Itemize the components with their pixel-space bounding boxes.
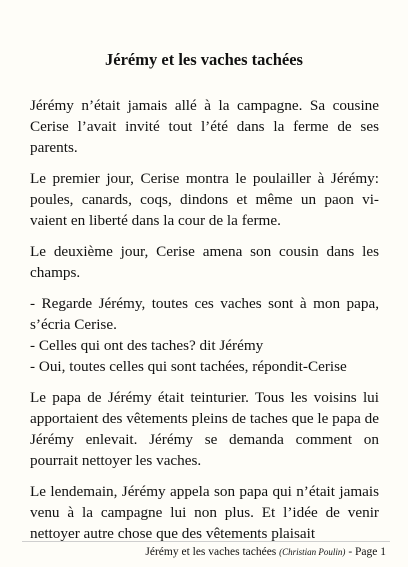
story-title: Jérémy et les vaches tachées xyxy=(105,50,303,69)
paragraph: Le lendemain, Jérémy appela son papa qui n’était jamais venu à la campagne lui non plus. Et l’idée de venir nettoyer autre chose que des vêtements plaisait xyxy=(30,483,379,542)
dialogue-block xyxy=(30,293,379,377)
paragraph: Le deuxième jour, Cerise amena son cousin dans les champs. xyxy=(30,243,379,281)
paragraph: Le papa de Jérémy était teinturier. Tous les voisins lui apportaient des vêtements pleins de taches que le papa de Jérémy enlevait. Jérémy se demanda comment on pourrait nettoyer les vaches. xyxy=(30,389,379,469)
footer-story-title: Jérémy et les vaches tachées xyxy=(145,546,277,558)
dialogue-line: - Regarde Jérémy, toutes ces vaches sont à mon papa, s’écria Cerise. xyxy=(30,295,379,333)
footer-page-number: - Page 1 xyxy=(348,546,386,558)
dialogue-line: - Oui, toutes celles qui sont tachées, répondit-Cerise xyxy=(30,358,347,375)
paragraph: Jérémy n’était jamais allé à la campagne. Sa cousine Cerise l’avait invité tout l’été dans la ferme de ses parents. xyxy=(30,97,379,156)
page-footer xyxy=(145,545,386,559)
story-body xyxy=(30,95,379,554)
footer-author: (Christian Poulin) xyxy=(279,547,346,557)
dialogue-line: - Celles qui ont des taches? dit Jérémy xyxy=(30,337,264,354)
paragraph: Le premier jour, Cerise montra le poulailler à Jérémy: poules, canards, coqs, dindons et même un paon vi- vaient en liberté dans la cour de la ferme. xyxy=(30,170,379,229)
footer-divider xyxy=(22,541,390,542)
